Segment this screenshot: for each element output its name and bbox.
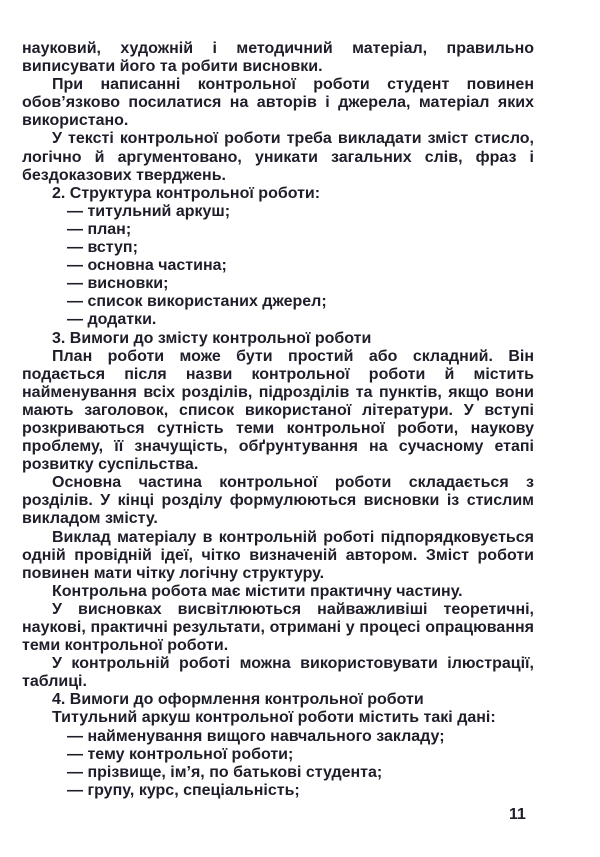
page-number: 11 bbox=[509, 806, 526, 823]
structure-list bbox=[22, 203, 534, 330]
list-item: — групу, курс, спеціальність; bbox=[67, 781, 300, 799]
title-page-list bbox=[22, 728, 534, 800]
list-item: — вступ; bbox=[67, 239, 138, 257]
paragraph-continuation: науковий, художній і методичний матеріал, правильно виписувати його та робити висновки. bbox=[22, 40, 534, 76]
paragraph-conclusions: У висновках висвітлюються найважливіші теоретичні, наукові, практичні результати, отримані у процесі опрацювання теми контрольної роботи. bbox=[22, 600, 534, 655]
list-item: — найменування вищого навчального закладу; bbox=[67, 727, 445, 745]
list-item: — висновки; bbox=[67, 275, 169, 293]
paragraph-title-page: Титульний аркуш контрольної роботи містить такі дані: bbox=[52, 709, 496, 727]
list-item: — тему контрольної роботи; bbox=[67, 745, 294, 763]
section-heading-formatting: 4. Вимоги до оформлення контрольної роботи bbox=[52, 691, 424, 709]
page-body bbox=[22, 40, 534, 800]
paragraph-idea: Виклад матеріалу в контрольній роботі підпорядковується одній провідній ідеї, чітко визначеній автором. Зміст роботи повинен мати чітку логічну структуру. bbox=[22, 528, 534, 582]
paragraph-plan: План роботи може бути простий або складний. Він подається після назви контрольної роботи й містить найменування всіх розділів, підрозділів та пунктів, якщо вони мають заголовок, список використаної літератури. У вступі розкриваються сутність теми контрольної роботи, наукову проблему, її значущість, обґрунтування на сучасному етапі розвитку суспільства. bbox=[22, 347, 534, 474]
paragraph-practice: Контрольна робота має містити практичну частину. bbox=[52, 582, 463, 600]
section-heading-content: 3. Вимоги до змісту контрольної роботи bbox=[52, 329, 372, 347]
paragraph-main-part: Основна частина контрольної роботи складається з розділів. У кінці розділу формулюються висновки із стислим викладом змісту. bbox=[22, 474, 534, 528]
paragraph-style: У тексті контрольної роботи треба викладати зміст стисло, логічно й аргументовано, уникати загальних слів, фраз і бездоказових тверджень. bbox=[22, 130, 534, 184]
list-item: — додатки. bbox=[67, 311, 157, 329]
list-item: — титульний аркуш; bbox=[67, 202, 231, 220]
section-heading-structure: 2. Структура контрольної роботи: bbox=[52, 184, 321, 202]
list-item: — основна частина; bbox=[67, 257, 227, 275]
paragraph-illustrations: У контрольній роботі можна використовувати ілюстрації, таблиці. bbox=[22, 655, 534, 691]
list-item: — список використаних джерел; bbox=[67, 293, 327, 311]
paragraph-references: При написанні контрольної роботи студент повинен обов’язково посилатися на авторів і джерела, матеріал яких використано. bbox=[22, 76, 534, 130]
list-item: — план; bbox=[67, 220, 132, 238]
list-item: — прізвище, ім’я, по батькові студента; bbox=[67, 763, 383, 781]
